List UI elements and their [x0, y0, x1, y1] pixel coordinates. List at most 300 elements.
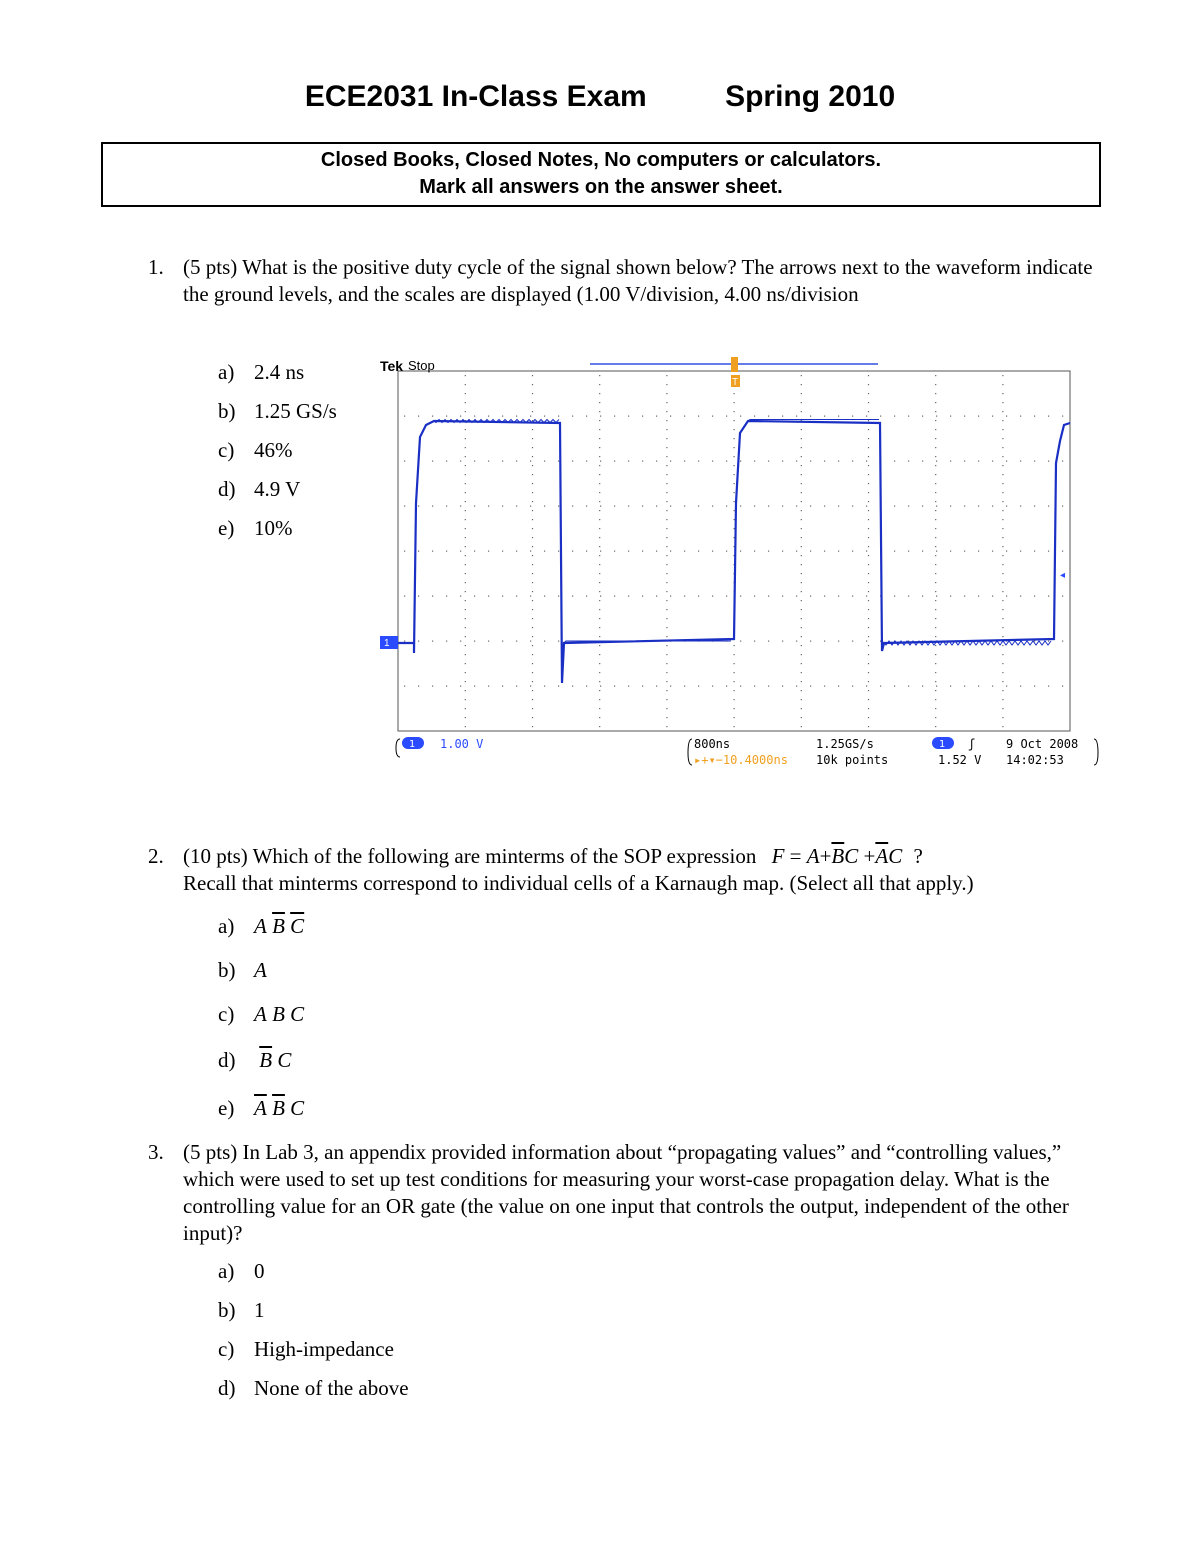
- grid-dot: [734, 645, 735, 646]
- grid-dot: [1006, 596, 1007, 597]
- expr-plus: +: [863, 844, 876, 868]
- grid-dot: [801, 627, 802, 628]
- grid-dot: [801, 492, 802, 493]
- option-label: a): [218, 1259, 235, 1283]
- grid-dot: [801, 456, 802, 457]
- grid-dot: [465, 519, 466, 520]
- grid-dot: [801, 636, 802, 637]
- ch1-badge-label: 1: [409, 739, 416, 750]
- grid-dot: [726, 416, 727, 417]
- grid-dot: [1002, 402, 1003, 403]
- grid-dot: [754, 686, 755, 687]
- grid-dot: [532, 384, 533, 385]
- grid-dot: [642, 551, 643, 552]
- grid-dot: [404, 596, 405, 597]
- grid-dot: [810, 641, 811, 642]
- grid-dot: [666, 465, 667, 466]
- grid-dot: [1002, 528, 1003, 529]
- expr-term: $\overline{B}$: [831, 844, 845, 868]
- grid-dot: [446, 686, 447, 687]
- sop-expression: [772, 844, 923, 868]
- grid-dot: [530, 551, 531, 552]
- grid-dot: [599, 618, 600, 619]
- grid-dot: [935, 483, 936, 484]
- grid-dot: [1020, 416, 1021, 417]
- grid-dot: [599, 447, 600, 448]
- grid-dot: [880, 416, 881, 417]
- grid-dot: [666, 726, 667, 727]
- grid-dot: [558, 551, 559, 552]
- grid-dot: [868, 609, 869, 610]
- grid-dot: [614, 506, 615, 507]
- grid-dot: [992, 461, 993, 462]
- grid-dot: [782, 551, 783, 552]
- option-text: 4.9 V: [254, 477, 301, 501]
- grid-dot: [465, 411, 466, 412]
- grid-dot: [922, 551, 923, 552]
- q1-option-c[interactable]: [218, 437, 293, 464]
- grid-dot: [666, 438, 667, 439]
- grid-dot: [801, 690, 802, 691]
- grid-dot: [532, 429, 533, 430]
- grid-dot: [935, 573, 936, 574]
- grid-dot: [516, 686, 517, 687]
- grid-dot: [801, 573, 802, 574]
- sample-rate: 1.25GS/s: [816, 737, 874, 751]
- grid-dot: [1002, 492, 1003, 493]
- grid-dot: [978, 506, 979, 507]
- grid-dot: [1002, 465, 1003, 466]
- grid-dot: [599, 609, 600, 610]
- grid-dot: [734, 393, 735, 394]
- grid-dot: [868, 726, 869, 727]
- grid-dot: [642, 416, 643, 417]
- channel-ground-label: 1: [384, 638, 390, 649]
- grid-dot: [796, 461, 797, 462]
- grid-dot: [810, 596, 811, 597]
- grid-dot: [474, 641, 475, 642]
- grid-dot: [465, 438, 466, 439]
- question-text: (5 pts) In Lab 3, an appendix provided information about “propagating values” and “controlling values,” which were used to set up test conditions for measuring your worst-case propagation delay. What is the controlling value for an OR gate (the value on one input that controls the output, independent of the other input)?: [183, 1140, 1069, 1245]
- grid-dot: [726, 506, 727, 507]
- rules-line-2: Mark all answers on the answer sheet.: [419, 176, 783, 198]
- grid-dot: [1002, 645, 1003, 646]
- grid-dot: [666, 555, 667, 556]
- grid-dot: [465, 510, 466, 511]
- grid-dot: [684, 461, 685, 462]
- grid-dot: [1002, 546, 1003, 547]
- grid-dot: [465, 654, 466, 655]
- grid-dot: [1002, 582, 1003, 583]
- q3-option-a[interactable]: [218, 1258, 265, 1285]
- grid-dot: [734, 510, 735, 511]
- grid-dot: [532, 717, 533, 718]
- grid-dot: [935, 582, 936, 583]
- grid-dot: [868, 627, 869, 628]
- grid-dot: [446, 551, 447, 552]
- grid-dot: [532, 456, 533, 457]
- grid-dot: [1020, 461, 1021, 462]
- grid-dot: [558, 686, 559, 687]
- grid-dot: [465, 618, 466, 619]
- grid-dot: [838, 461, 839, 462]
- grid-dot: [868, 411, 869, 412]
- grid-dot: [544, 641, 545, 642]
- grid-dot: [734, 438, 735, 439]
- grid-dot: [801, 717, 802, 718]
- grid-dot: [666, 402, 667, 403]
- grid-dot: [532, 393, 533, 394]
- grid-dot: [532, 519, 533, 520]
- grid-dot: [868, 546, 869, 547]
- grid-dot: [460, 641, 461, 642]
- grid-dot: [614, 416, 615, 417]
- grid-dot: [894, 551, 895, 552]
- grid-dot: [801, 663, 802, 664]
- grid-dot: [1002, 510, 1003, 511]
- grid-dot: [544, 461, 545, 462]
- grid-dot: [801, 708, 802, 709]
- grid-dot: [908, 416, 909, 417]
- grid-dot: [465, 573, 466, 574]
- q1-option-a[interactable]: [218, 359, 304, 386]
- grid-dot: [935, 537, 936, 538]
- grid-dot: [868, 393, 869, 394]
- grid-dot: [465, 492, 466, 493]
- grid-dot: [532, 402, 533, 403]
- grid-dot: [1002, 573, 1003, 574]
- grid-dot: [935, 519, 936, 520]
- grid-dot: [1062, 461, 1063, 462]
- trigger-slope-icon: ʃ: [968, 737, 976, 751]
- grid-dot: [1020, 686, 1021, 687]
- grid-dot: [978, 596, 979, 597]
- grid-dot: [628, 506, 629, 507]
- grid-dot: [868, 447, 869, 448]
- grid-dot: [418, 506, 419, 507]
- grid-dot: [642, 461, 643, 462]
- grid-dot: [935, 708, 936, 709]
- grid-dot: [572, 596, 573, 597]
- grid-dot: [1002, 483, 1003, 484]
- grid-dot: [801, 726, 802, 727]
- grid-dot: [465, 447, 466, 448]
- question-1: [148, 254, 1128, 338]
- grid-dot: [782, 686, 783, 687]
- grid-dot: [1002, 384, 1003, 385]
- question-2: [148, 843, 1128, 903]
- grid-dot: [838, 596, 839, 597]
- grid-dot: [936, 461, 937, 462]
- readout-bar: [396, 737, 1098, 767]
- grid-dot: [474, 551, 475, 552]
- grid-dot: [935, 546, 936, 547]
- grid-dot: [768, 641, 769, 642]
- grid-dot: [1034, 596, 1035, 597]
- grid-dot: [666, 420, 667, 421]
- grid-dot: [532, 618, 533, 619]
- grid-dot: [666, 708, 667, 709]
- grid-dot: [894, 506, 895, 507]
- grid-dot: [599, 573, 600, 574]
- grid-dot: [1020, 596, 1021, 597]
- grid-dot: [599, 681, 600, 682]
- grid-dot: [801, 591, 802, 592]
- grid-dot: [558, 416, 559, 417]
- q2-option-c[interactable]: [218, 1001, 304, 1028]
- grid-dot: [516, 551, 517, 552]
- grid-dot: [642, 686, 643, 687]
- q1-option-d[interactable]: [218, 476, 300, 503]
- grid-dot: [599, 537, 600, 538]
- grid-dot: [922, 416, 923, 417]
- capture-time: 14:02:53: [1006, 753, 1064, 767]
- grid-dot: [754, 461, 755, 462]
- literal: C: [290, 1096, 305, 1120]
- grid-dot: [935, 600, 936, 601]
- grid-dot: [801, 618, 802, 619]
- grid-dot: [666, 591, 667, 592]
- graticule: [398, 371, 1070, 731]
- grid-dot: [868, 429, 869, 430]
- grid-dot: [1062, 641, 1063, 642]
- grid-dot: [801, 447, 802, 448]
- grid-dot: [1002, 627, 1003, 628]
- grid-dot: [532, 708, 533, 709]
- grid-dot: [796, 551, 797, 552]
- grid-dot: [868, 645, 869, 646]
- grid-dot: [670, 416, 671, 417]
- q3-option-c[interactable]: [218, 1336, 394, 1363]
- grid-dot: [868, 465, 869, 466]
- grid-dot: [532, 510, 533, 511]
- grid-dot: [935, 474, 936, 475]
- grid-dot: [950, 461, 951, 462]
- grid-dot: [935, 456, 936, 457]
- grid-dot: [978, 551, 979, 552]
- grid-dot: [950, 506, 951, 507]
- grid-dot: [868, 537, 869, 538]
- grid-dot: [516, 641, 517, 642]
- grid-dot: [935, 429, 936, 430]
- option-text: 1.25 GS/s: [254, 399, 337, 423]
- grid-dot: [824, 416, 825, 417]
- grid-dot: [936, 686, 937, 687]
- grid-dot: [572, 461, 573, 462]
- grid-dot: [642, 506, 643, 507]
- grid-dot: [734, 519, 735, 520]
- grid-dot: [599, 465, 600, 466]
- grid-dot: [935, 393, 936, 394]
- grid-dot: [532, 483, 533, 484]
- grid-dot: [572, 551, 573, 552]
- option-label: e): [218, 1096, 235, 1120]
- option-text: 0: [254, 1259, 265, 1283]
- grid-dot: [532, 447, 533, 448]
- question-number: 3.: [148, 1140, 164, 1164]
- graticule-frame: [398, 371, 1070, 731]
- grid-dot: [801, 483, 802, 484]
- grid-dot: [740, 551, 741, 552]
- expr-term: C: [844, 844, 859, 868]
- grid-dot: [432, 551, 433, 552]
- grid-dot: [558, 641, 559, 642]
- grid-dot: [1002, 474, 1003, 475]
- grid-dot: [684, 596, 685, 597]
- grid-dot: [935, 420, 936, 421]
- grid-dot: [734, 663, 735, 664]
- oscilloscope-screenshot: [370, 353, 1110, 773]
- q2-option-a[interactable]: [218, 913, 304, 940]
- grid-dot: [532, 681, 533, 682]
- grid-dot: [532, 654, 533, 655]
- grid-dot: [935, 645, 936, 646]
- grid-dot: [935, 618, 936, 619]
- grid-dot: [922, 686, 923, 687]
- grid-dot: [1020, 551, 1021, 552]
- grid-dot: [656, 416, 657, 417]
- grid-dot: [782, 506, 783, 507]
- grid-dot: [868, 555, 869, 556]
- literal: A: [254, 958, 267, 982]
- grid-dot: [824, 641, 825, 642]
- expr-term: A: [806, 844, 820, 868]
- grid-dot: [866, 416, 867, 417]
- grid-dot: [666, 456, 667, 457]
- grid-dot: [866, 506, 867, 507]
- grid-dot: [572, 506, 573, 507]
- grid-dot: [599, 375, 600, 376]
- grid-dot: [465, 429, 466, 430]
- grid-dot: [894, 686, 895, 687]
- q3-option-b[interactable]: [218, 1297, 265, 1324]
- grid-dot: [532, 582, 533, 583]
- grid-dot: [964, 416, 965, 417]
- grid-dot: [950, 596, 951, 597]
- waveform-noise: [434, 420, 1051, 646]
- grid-dot: [1048, 461, 1049, 462]
- option-label: c): [218, 438, 235, 462]
- grid-dot: [418, 686, 419, 687]
- grid-dot: [922, 461, 923, 462]
- q2-option-b[interactable]: [218, 957, 267, 984]
- grid-dot: [599, 600, 600, 601]
- grid-dot: [465, 681, 466, 682]
- grid-dot: [418, 551, 419, 552]
- grid-dot: [734, 717, 735, 718]
- grid-dot: [1002, 726, 1003, 727]
- grid-dot: [670, 551, 671, 552]
- grid-dot: [908, 506, 909, 507]
- option-text: None of the above: [254, 1376, 409, 1400]
- grid-dot: [502, 596, 503, 597]
- grid-dot: [880, 686, 881, 687]
- grid-dot: [796, 641, 797, 642]
- grid-dot: [740, 641, 741, 642]
- q1-option-b[interactable]: [218, 398, 337, 425]
- grid-dot: [432, 461, 433, 462]
- grid-dot: [532, 573, 533, 574]
- grid-dot: [824, 461, 825, 462]
- grid-dot: [1048, 686, 1049, 687]
- grid-dot: [670, 596, 671, 597]
- grid-dot: [1002, 663, 1003, 664]
- q1-option-e[interactable]: [218, 515, 293, 542]
- grid-dot: [599, 591, 600, 592]
- grid-dot: [432, 641, 433, 642]
- grid-dot: [488, 506, 489, 507]
- q2-option-e[interactable]: [218, 1095, 304, 1122]
- grid-dot: [1002, 699, 1003, 700]
- grid-dot: [935, 627, 936, 628]
- grid-dot: [734, 708, 735, 709]
- grid-dot: [992, 551, 993, 552]
- grid-dot: [801, 474, 802, 475]
- grid-dot: [796, 416, 797, 417]
- grid-dot: [868, 492, 869, 493]
- grid-dot: [544, 551, 545, 552]
- grid-dot: [465, 537, 466, 538]
- option-text: 10%: [254, 516, 293, 540]
- grid-dot: [935, 591, 936, 592]
- grid-dot: [1006, 461, 1007, 462]
- grid-dot: [1002, 501, 1003, 502]
- grid-dot: [740, 686, 741, 687]
- grid-dot: [599, 564, 600, 565]
- grid-dot: [698, 686, 699, 687]
- grid-dot: [734, 465, 735, 466]
- grid-dot: [894, 596, 895, 597]
- grid-dot: [964, 461, 965, 462]
- grid-dot: [465, 393, 466, 394]
- grid-dot: [599, 429, 600, 430]
- grid-dot: [868, 672, 869, 673]
- grid-dot: [532, 699, 533, 700]
- grid-dot: [796, 596, 797, 597]
- trigger-position-marker: [731, 357, 738, 372]
- grid-dot: [1062, 596, 1063, 597]
- grid-dot: [868, 438, 869, 439]
- grid-dot: [1034, 641, 1035, 642]
- q3-option-d[interactable]: [218, 1375, 409, 1402]
- grid-dot: [922, 596, 923, 597]
- grid-dot: [666, 618, 667, 619]
- grid-dot: [868, 681, 869, 682]
- grid-dot: [516, 461, 517, 462]
- grid-dot: [666, 375, 667, 376]
- grid-dot: [666, 564, 667, 565]
- grid-dot: [418, 596, 419, 597]
- grid-dot: [801, 528, 802, 529]
- grid-dot: [544, 506, 545, 507]
- option-label: a): [218, 360, 235, 384]
- grid-dot: [599, 663, 600, 664]
- grid-dot: [868, 384, 869, 385]
- grid-dot: [530, 506, 531, 507]
- grid-dot: [614, 551, 615, 552]
- grid-dot: [1002, 681, 1003, 682]
- grid-dot: [734, 447, 735, 448]
- grid-dot: [1034, 416, 1035, 417]
- grid-dot: [628, 551, 629, 552]
- grid-dot: [586, 416, 587, 417]
- q2-option-d[interactable]: [218, 1047, 291, 1074]
- grid-dot: [532, 645, 533, 646]
- grid-dot: [666, 393, 667, 394]
- grid-dot: [670, 686, 671, 687]
- grid-dot: [656, 686, 657, 687]
- scope-status: Stop: [408, 358, 435, 373]
